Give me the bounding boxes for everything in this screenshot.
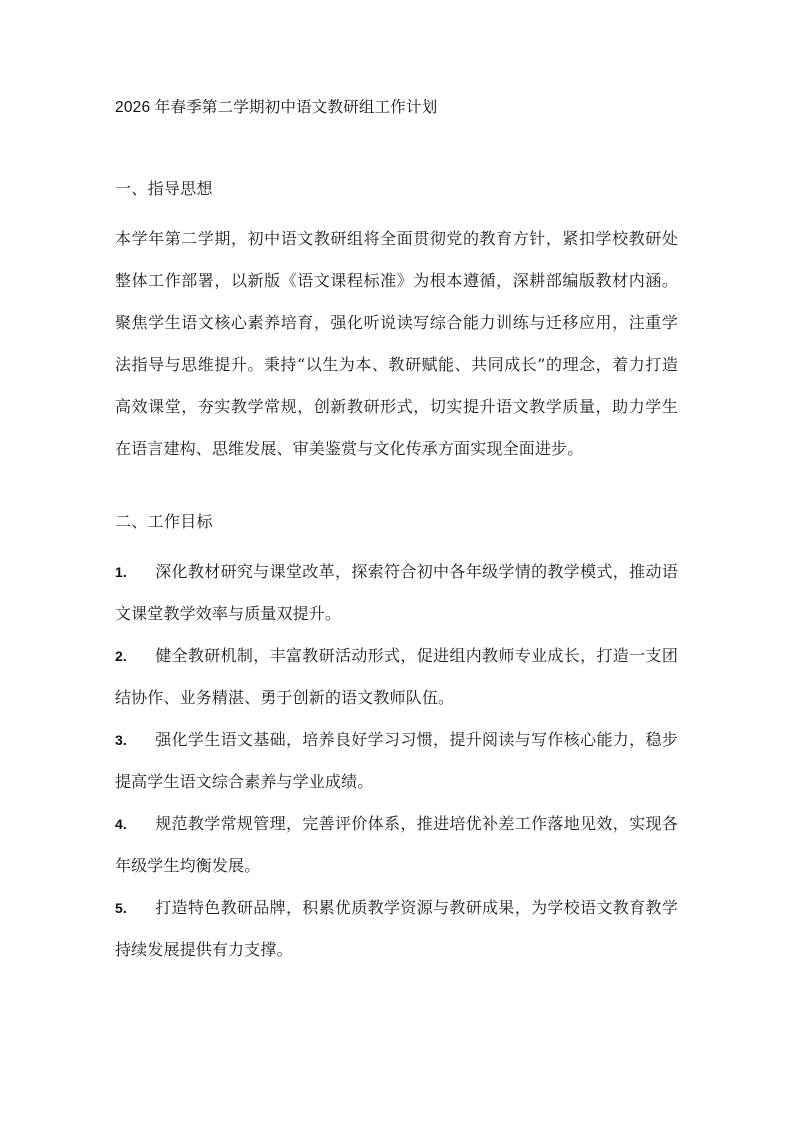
list-item-text: 强化学生语文基础，培养良好学习习惯，提升阅读与写作核心能力，稳步提高学生语文综合素养与学业成绩。 bbox=[115, 729, 678, 791]
list-item-number: 2. bbox=[115, 647, 127, 664]
list-item bbox=[115, 803, 678, 887]
list-item bbox=[115, 635, 678, 719]
list-item-number: 4. bbox=[115, 815, 127, 832]
section-heading-work-objectives: 二、工作目标 bbox=[115, 512, 213, 532]
list-item-number: 3. bbox=[115, 731, 127, 748]
work-objectives-list bbox=[115, 551, 678, 971]
section-spacer bbox=[115, 470, 678, 510]
list-item bbox=[115, 887, 678, 971]
list-item-text: 规范教学常规管理，完善评价体系，推进培优补差工作落地见效，实现各年级学生均衡发展。 bbox=[115, 813, 678, 875]
document-title: 2026 年春季第二学期初中语文教研组工作计划 bbox=[115, 99, 438, 116]
list-item-number: 1. bbox=[115, 563, 127, 580]
section-heading-guiding-ideology: 一、指导思想 bbox=[115, 179, 213, 199]
list-item-text: 深化教材研究与课堂改革，探索符合初中各年级学情的教学模式，推动语文课堂教学效率与质量双提升。 bbox=[115, 561, 678, 623]
guiding-ideology-paragraph: 本学年第二学期，初中语文教研组将全面贯彻党的教育方针，紧扣学校教研处整体工作部署，以新版《语文课程标准》为根本遵循，深耕部编版教材内涵。聚焦学生语文核心素养培育，强化听说读写综合能力训练与迁移应用，注重学法指导与思维提升。秉持“以生为本、教研赋能、共同成长”的理念，着力打造高效课堂，夯实教学常规，创新教研形式，切实提升语文教学质量，助力学生在语言建构、思维发展、审美鉴赏与文化传承方面实现全面进步。 bbox=[115, 229, 678, 459]
list-item-text: 健全教研机制，丰富教研活动形式，促进组内教师专业成长，打造一支团结协作、业务精湛、勇于创新的语文教师队伍。 bbox=[115, 645, 678, 707]
list-item bbox=[115, 719, 678, 803]
list-item-number: 5. bbox=[115, 899, 127, 916]
document-body bbox=[115, 96, 678, 971]
list-item bbox=[115, 551, 678, 635]
list-item-text: 打造特色教研品牌，积累优质教学资源与教研成果，为学校语文教育教学持续发展提供有力支撑。 bbox=[115, 897, 678, 959]
